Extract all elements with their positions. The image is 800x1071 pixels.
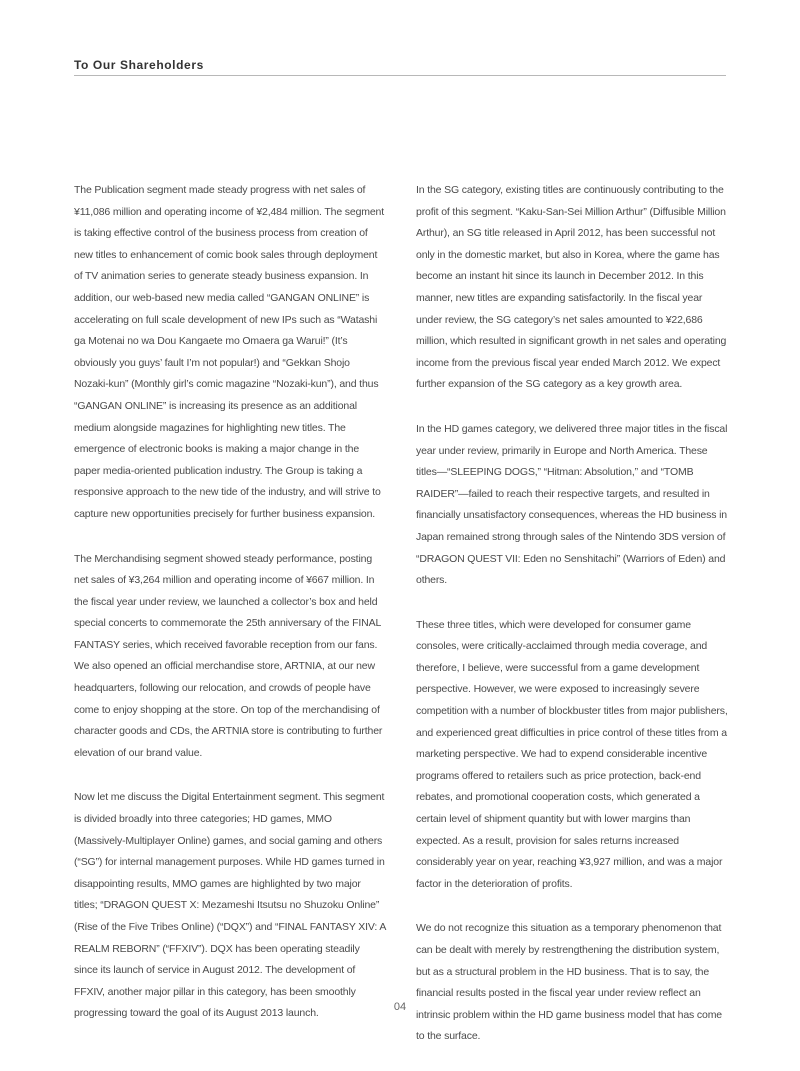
publication-segment-paragraph: The Publication segment made steady progress with net sales of ¥11,086 million and operating income of ¥2,484 million. The segment is taking effective control of the business process from creation of new titles to enhancement of comic book sales through deployment of TV animation series to generate steady business expansion. In addition, our web-based new media called “GANGAN ONLINE” is accelerating on full scale development of new IPs such as “Watashi ga Motenai no wa Dou Kangaete mo Omaera ga Warui!” (It’s obviously you guys’ fault I’m not popular!) and “Gekkan Shojo Nozaki-kun” (Monthly girl’s comic magazine “Nozaki-kun”), and thus “GANGAN ONLINE” is increasing its presence as an additional medium alongside magazines for highlighting new titles. The emergence of electronic books is making a major change in the paper media-oriented publication industry. The Group is taking a responsive approach to the new tide of the industry, and will strive to capture new opportunities precisely for further business expansion. xyxy=(74,184,385,520)
left-column xyxy=(74,180,386,1048)
consumer-titles-paragraph: These three titles, which were developed for consumer game consoles, were critically-acclaimed through media coverage, and therefore, I believe, were successful from a game development perspective. However, we were exposed to increasingly severe competition with a number of blockbuster titles from major publishers, and experienced great difficulties in price control of these titles from a marketing perspective. We had to expend considerable incentive programs offered to retailers such as price protection, back-end rebates, and promotional cooperation costs, which generated a certain level of shipment quantity but with lower margins than expected. As a result, provision for sales returns increased considerably year on year, reaching ¥3,927 million, and was a major factor in the deterioration of profits. xyxy=(416,618,728,890)
page-number: 04 xyxy=(393,1001,407,1013)
right-column xyxy=(416,180,728,1071)
page-header xyxy=(74,58,726,76)
merchandising-segment-paragraph: The Merchandising segment showed steady performance, posting net sales of ¥3,264 million and operating income of ¥667 million. In the fiscal year under review, we launched a collector’s box and held special concerts to commemorate the 25th anniversary of the FINAL FANTASY series, which received favorable reception from our fans. We also opened an official merchandise store, ARTNIA, at our new headquarters, following our relocation, and crowds of people have come to enjoy shopping at the store. On top of the merchandising of character goods and CDs, the ARTNIA store is contributing to further elevation of our brand value. xyxy=(74,552,383,759)
digital-entertainment-paragraph: Now let me discuss the Digital Entertainment segment. This segment is divided broadly into three categories; HD games, MMO (Massively-Multiplayer Online) games, and social gaming and others (“SG”) for internal management purposes. While HD games turned in disappointing results, MMO games are highlighted by two major titles; “DRAGON QUEST X: Mezameshi Itsutsu no Shuzoku Online” (Rise of the Five Tribes Online) (“DQX”) and “FINAL FANTASY XIV: A REALM REBORN” (“FFXIV”). DQX has been operating steadily since its launch of service in August 2012. The development of FFXIV, another major pillar in this category, has been smoothly progressing toward the goal of its August 2013 launch. xyxy=(74,791,386,1020)
section-title: To Our Shareholders xyxy=(74,58,204,72)
structural-problem-paragraph: We do not recognize this situation as a temporary phenomenon that can be dealt with merely by restrengthening the distribution system, but as a structural problem in the HD business. That is to say, the financial results posted in the fiscal year under review reflect an intrinsic problem within the HD game business model that has come to the surface. xyxy=(416,922,722,1043)
hd-games-paragraph: In the HD games category, we delivered three major titles in the fiscal year under review, primarily in Europe and North America. These titles—“SLEEPING DOGS,” “Hitman: Absolution,” and “TOMB RAIDER”—failed to reach their respective targets, and resulted in financially unsatisfactory consequences, whereas the HD business in Japan remained strong through sales of the Nintendo 3DS version of “DRAGON QUEST VII: Eden no Senshitachi” (Warriors of Eden) and others. xyxy=(416,422,728,587)
sg-category-paragraph: In the SG category, existing titles are continuously contributing to the profit of this segment. “Kaku-San-Sei Million Arthur” (Diffusible Million Arthur), an SG title released in April 2012, has been successful not only in the domestic market, but also in Korea, where the game has become an instant hit since its launch in December 2012. In this manner, new titles are expanding satisfactorily. In the fiscal year under review, the SG category’s net sales amounted to ¥22,686 million, which resulted in significant growth in net sales and operating income from the previous fiscal year ended March 2012. We expect further expansion of the SG category as a key growth area. xyxy=(416,184,727,391)
